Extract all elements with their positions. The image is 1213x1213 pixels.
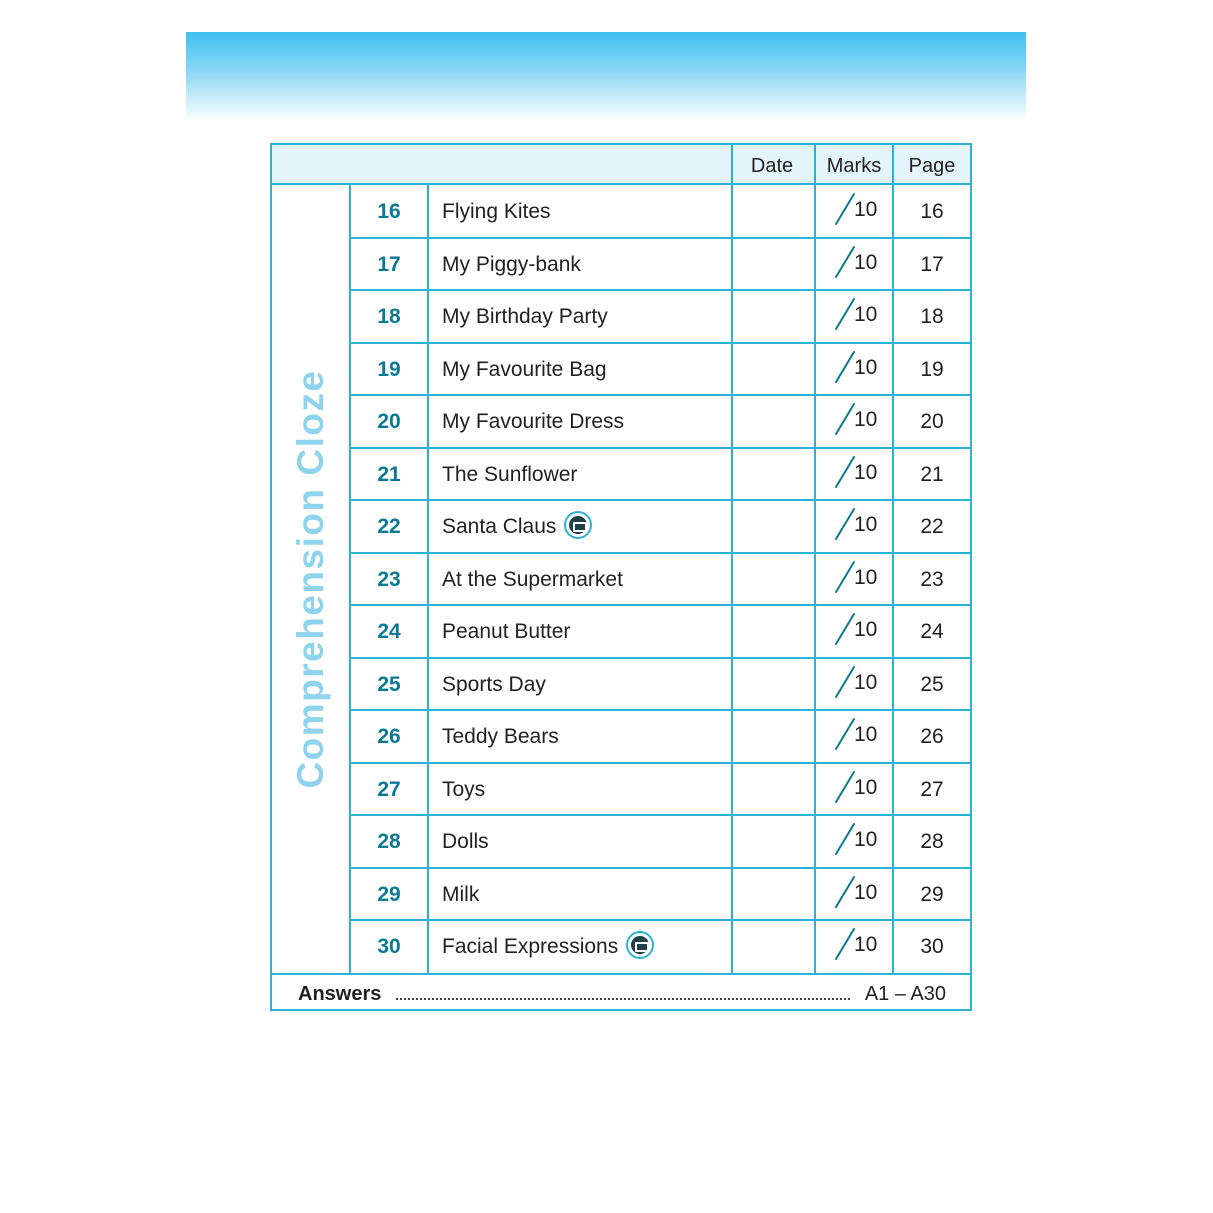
row-number: 18 <box>377 305 401 328</box>
computer-badge-icon <box>626 931 654 959</box>
row-rule <box>350 237 970 239</box>
row-title <box>442 658 546 710</box>
row-page: 24 <box>920 620 944 643</box>
marks-cell <box>816 500 894 552</box>
row-title-text: Flying Kites <box>442 200 551 223</box>
row-title-text: Sports Day <box>442 672 546 696</box>
row-page: 16 <box>920 200 944 223</box>
answers-label: Answers <box>298 983 382 1005</box>
row-rule <box>350 657 970 659</box>
slash-icon <box>834 664 856 700</box>
marks-out-of: 10 <box>854 250 878 274</box>
table-row <box>350 343 970 395</box>
row-number: 16 <box>377 200 401 223</box>
row-title-text: My Piggy-bank <box>442 252 581 276</box>
row-title-text: Milk <box>442 882 480 906</box>
marks-out-of: 10 <box>854 198 878 221</box>
answers-line <box>272 975 970 1009</box>
row-title-text: My Birthday Party <box>442 305 608 328</box>
marks-cell <box>816 553 894 605</box>
row-rule <box>350 552 970 554</box>
row-page: 23 <box>920 567 944 591</box>
row-rule <box>350 394 970 396</box>
column-rule <box>349 185 351 973</box>
table-row <box>350 710 970 762</box>
row-title-text: Santa Claus <box>442 515 557 538</box>
section-label: Comprehension Cloze <box>290 369 331 789</box>
marks-cell <box>816 238 894 290</box>
marks-out-of: 10 <box>854 670 878 694</box>
contents-table <box>270 143 972 1011</box>
row-number: 26 <box>377 725 401 748</box>
marks-out-of: 10 <box>854 880 878 904</box>
table-row <box>350 238 970 290</box>
row-page: 20 <box>920 410 944 433</box>
row-title <box>442 868 479 920</box>
slash-icon <box>834 716 856 752</box>
slash-icon <box>834 821 856 857</box>
header-rule <box>272 183 970 185</box>
row-page: 17 <box>920 252 944 276</box>
row-number: 19 <box>377 357 401 381</box>
row-number: 24 <box>377 620 401 643</box>
table-row <box>350 395 970 447</box>
marks-cell <box>816 395 894 447</box>
header-marks: Marks <box>826 155 882 177</box>
row-title <box>442 815 489 867</box>
row-title-text: Peanut Butter <box>442 620 571 643</box>
slash-icon <box>834 454 856 490</box>
row-page: 22 <box>920 515 944 538</box>
header-page: Page <box>908 155 956 177</box>
row-page: 29 <box>920 882 944 906</box>
dot-leader <box>396 998 850 1000</box>
row-title-text: My Favourite Dress <box>442 410 625 433</box>
row-title <box>442 185 551 237</box>
marks-cell <box>816 763 894 815</box>
slash-icon <box>834 296 856 332</box>
slash-icon <box>834 926 856 962</box>
slash-icon <box>834 401 856 437</box>
marks-out-of: 10 <box>854 513 878 536</box>
row-page: 27 <box>920 777 944 801</box>
column-rule <box>731 145 733 973</box>
table-row <box>350 763 970 815</box>
row-number: 29 <box>377 882 401 906</box>
row-page: 19 <box>920 357 944 381</box>
row-rule <box>350 919 970 921</box>
slash-icon <box>834 191 856 227</box>
row-number: 17 <box>377 252 401 276</box>
column-rule <box>427 185 429 973</box>
row-title-text: At the Supermarket <box>442 567 623 591</box>
table-row <box>350 920 970 972</box>
marks-out-of: 10 <box>854 355 878 379</box>
row-number: 23 <box>377 567 401 591</box>
marks-out-of: 10 <box>854 565 878 589</box>
row-title <box>442 763 485 815</box>
row-number: 25 <box>377 672 401 696</box>
row-title-text: The Sunflower <box>442 462 578 486</box>
row-number: 28 <box>377 830 401 853</box>
row-title-text: Teddy Bears <box>442 725 559 748</box>
row-number: 27 <box>377 777 401 801</box>
row-title <box>442 395 624 447</box>
slash-icon <box>834 506 856 542</box>
marks-cell <box>816 290 894 342</box>
row-rule <box>350 289 970 291</box>
marks-out-of: 10 <box>854 303 878 326</box>
row-page: 25 <box>920 672 944 696</box>
column-rule <box>814 145 816 973</box>
marks-out-of: 10 <box>854 618 878 641</box>
row-title <box>442 605 570 657</box>
table-row <box>350 605 970 657</box>
slash-icon <box>834 874 856 910</box>
row-title <box>442 343 607 395</box>
row-number: 20 <box>377 410 401 433</box>
row-rule <box>350 867 970 869</box>
marks-cell <box>816 448 894 500</box>
top-banner <box>186 32 1026 122</box>
row-title-text: Toys <box>442 777 486 801</box>
marks-cell <box>816 343 894 395</box>
row-page: 21 <box>920 462 944 486</box>
row-title <box>442 448 577 500</box>
slash-icon <box>834 769 856 805</box>
table-row <box>350 868 970 920</box>
answers-rule <box>272 973 970 975</box>
table-row <box>350 658 970 710</box>
column-rule <box>892 145 894 973</box>
table-row <box>350 500 970 552</box>
row-page: 26 <box>920 725 944 748</box>
marks-out-of: 10 <box>854 723 878 746</box>
marks-out-of: 10 <box>854 408 878 431</box>
row-number: 21 <box>377 462 401 486</box>
table-row <box>350 185 970 237</box>
table-row <box>350 290 970 342</box>
slash-icon <box>834 244 856 280</box>
marks-cell <box>816 185 894 237</box>
marks-cell <box>816 710 894 762</box>
row-page: 30 <box>920 935 944 958</box>
row-title-text: My Favourite Bag <box>442 357 607 381</box>
row-title <box>442 238 581 290</box>
table-row <box>350 815 970 867</box>
computer-badge-icon <box>564 511 592 539</box>
row-title <box>442 290 608 342</box>
header-date: Date <box>750 155 794 177</box>
row-rule <box>350 762 970 764</box>
row-rule <box>350 499 970 501</box>
marks-cell <box>816 605 894 657</box>
row-page: 28 <box>920 830 944 853</box>
marks-out-of: 10 <box>854 933 878 956</box>
section-column <box>272 185 350 973</box>
row-title-text: Facial Expressions <box>442 935 619 958</box>
row-rule <box>350 709 970 711</box>
row-number: 30 <box>377 935 401 958</box>
row-rule <box>350 814 970 816</box>
marks-out-of: 10 <box>854 828 878 851</box>
marks-cell <box>816 868 894 920</box>
row-rule <box>350 447 970 449</box>
row-title-text: Dolls <box>442 830 489 853</box>
row-rule <box>350 342 970 344</box>
marks-cell <box>816 815 894 867</box>
slash-icon <box>834 611 856 647</box>
slash-icon <box>834 559 856 595</box>
table-row <box>350 448 970 500</box>
table-row <box>350 553 970 605</box>
row-number: 22 <box>377 515 401 538</box>
slash-icon <box>834 349 856 385</box>
row-title <box>442 500 592 552</box>
row-title <box>442 553 623 605</box>
marks-cell <box>816 920 894 972</box>
row-rule <box>350 604 970 606</box>
marks-out-of: 10 <box>854 460 878 484</box>
row-page: 18 <box>920 305 944 328</box>
answers-pages: A1 – A30 <box>864 983 946 1005</box>
row-title <box>442 920 654 972</box>
row-title <box>442 710 559 762</box>
marks-cell <box>816 658 894 710</box>
marks-out-of: 10 <box>854 775 878 799</box>
